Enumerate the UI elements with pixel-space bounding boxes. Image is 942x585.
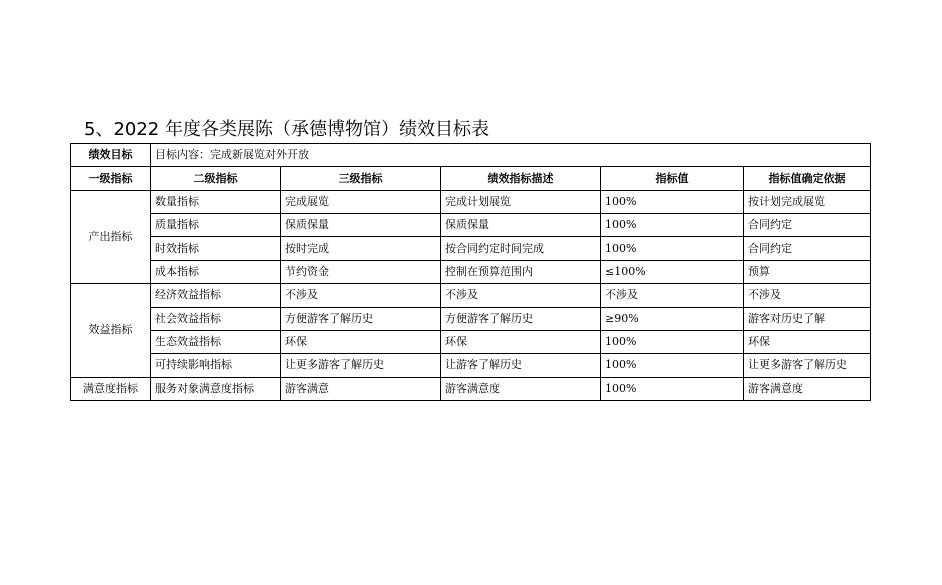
cell-level3: 完成展览	[281, 190, 441, 213]
table-row	[71, 330, 871, 353]
table-row	[71, 307, 871, 330]
cell-description: 按合同约定时间完成	[441, 237, 601, 260]
cell-description: 让游客了解历史	[441, 354, 601, 377]
cell-level2: 服务对象满意度指标	[151, 377, 281, 400]
performance-target-table	[70, 143, 871, 401]
cell-level2: 成本指标	[151, 260, 281, 283]
cell-level2: 社会效益指标	[151, 307, 281, 330]
header-basis: 指标值确定依据	[744, 167, 871, 190]
cell-level3: 保质保量	[281, 214, 441, 237]
header-row	[71, 167, 871, 190]
cell-level2: 时效指标	[151, 237, 281, 260]
page-title: 5、2022 年度各类展陈（承德博物馆）绩效目标表	[84, 119, 489, 140]
header-value: 指标值	[601, 167, 744, 190]
header-level2: 二级指标	[151, 167, 281, 190]
cell-level3: 不涉及	[281, 284, 441, 307]
table-row	[71, 260, 871, 283]
goal-row	[71, 144, 871, 167]
cell-basis: 让更多游客了解历史	[744, 354, 871, 377]
cell-level2: 数量指标	[151, 190, 281, 213]
header-description: 绩效指标描述	[441, 167, 601, 190]
table-row	[71, 214, 871, 237]
cell-basis: 不涉及	[744, 284, 871, 307]
cell-value: 不涉及	[601, 284, 744, 307]
goal-label: 绩效目标	[71, 144, 151, 167]
level1-benefit: 效益指标	[71, 284, 151, 377]
cell-description: 环保	[441, 330, 601, 353]
cell-basis: 按计划完成展览	[744, 190, 871, 213]
table-row	[71, 284, 871, 307]
cell-description: 完成计划展览	[441, 190, 601, 213]
goal-content: 目标内容：完成新展览对外开放	[151, 144, 871, 167]
cell-level2: 质量指标	[151, 214, 281, 237]
cell-value: ≤100%	[601, 260, 744, 283]
table-row	[71, 190, 871, 213]
cell-value: 100%	[601, 214, 744, 237]
level1-satisfaction: 满意度指标	[71, 377, 151, 400]
cell-description: 不涉及	[441, 284, 601, 307]
cell-basis: 环保	[744, 330, 871, 353]
cell-basis: 游客对历史了解	[744, 307, 871, 330]
cell-basis: 游客满意度	[744, 377, 871, 400]
cell-level2: 可持续影响指标	[151, 354, 281, 377]
table-row	[71, 354, 871, 377]
cell-value: 100%	[601, 330, 744, 353]
cell-value: ≥90%	[601, 307, 744, 330]
cell-level2: 生态效益指标	[151, 330, 281, 353]
cell-description: 方便游客了解历史	[441, 307, 601, 330]
cell-description: 游客满意度	[441, 377, 601, 400]
cell-description: 保质保量	[441, 214, 601, 237]
cell-level3: 让更多游客了解历史	[281, 354, 441, 377]
header-level3: 三级指标	[281, 167, 441, 190]
cell-level2: 经济效益指标	[151, 284, 281, 307]
cell-level3: 方便游客了解历史	[281, 307, 441, 330]
table-row	[71, 377, 871, 400]
cell-value: 100%	[601, 237, 744, 260]
cell-level3: 环保	[281, 330, 441, 353]
cell-level3: 游客满意	[281, 377, 441, 400]
cell-description: 控制在预算范围内	[441, 260, 601, 283]
table-row	[71, 237, 871, 260]
cell-level3: 按时完成	[281, 237, 441, 260]
cell-basis: 合同约定	[744, 214, 871, 237]
cell-level3: 节约资金	[281, 260, 441, 283]
level1-output: 产出指标	[71, 190, 151, 283]
cell-basis: 预算	[744, 260, 871, 283]
cell-value: 100%	[601, 377, 744, 400]
cell-basis: 合同约定	[744, 237, 871, 260]
header-level1: 一级指标	[71, 167, 151, 190]
cell-value: 100%	[601, 354, 744, 377]
cell-value: 100%	[601, 190, 744, 213]
